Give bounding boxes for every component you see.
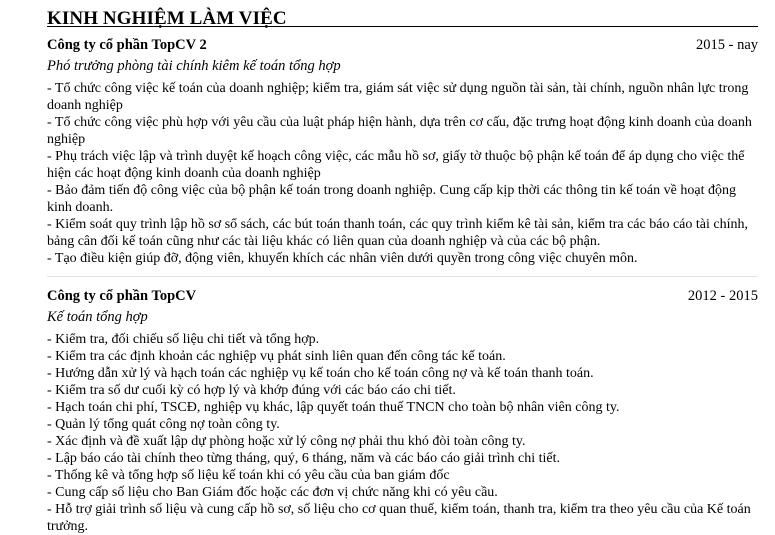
job-period: 2012 - 2015 bbox=[687, 288, 758, 304]
task-item: - Kiểm tra số dư cuối kỳ có hợp lý và khớp đúng với các báo cáo chi tiết. bbox=[47, 383, 456, 398]
task-item: - Bảo đảm tiến độ công việc của bộ phận kế toán trong doanh nghiệp. Cung cấp kịp thời các thông tin kế toán về hoạt động kinh doanh. bbox=[47, 183, 736, 215]
task-list bbox=[47, 80, 758, 267]
job-header bbox=[47, 287, 758, 305]
job-entry bbox=[47, 36, 758, 267]
task-item: - Kiểm soát quy trình lập hồ sơ sổ sách, các bút toán thanh toán, các quy trình kiểm kê tài sản, kiểm tra các báo cáo tài chính, bảng cân đối kế toán cũng như các tài liệu khác có liên quan của doanh nghiệp và của các bộ phận. bbox=[47, 217, 748, 249]
job-entry bbox=[47, 287, 758, 535]
task-item: - Tổ chức công việc phù hợp với yêu cầu của luật pháp hiện hành, dựa trên cơ cấu, đặc trưng hoạt động kinh doanh của doanh nghiệp bbox=[47, 115, 752, 147]
task-item: - Kiểm tra, đối chiếu số liệu chi tiết và tổng hợp. bbox=[47, 332, 320, 347]
task-item: - Tạo điều kiện giúp đỡ, động viên, khuyến khích các nhân viên dưới quyền trong công việc chuyên môn. bbox=[47, 251, 638, 266]
task-item: - Lập báo cáo tài chính theo từng tháng, quý, 6 tháng, năm và các báo cáo giải trình chi tiết. bbox=[47, 451, 560, 466]
task-item: - Thống kê và tổng hợp số liệu kế toán khi có yêu cầu của ban giám đốc bbox=[47, 468, 450, 483]
job-position: Phó trưởng phòng tài chính kiêm kế toán tổng hợp bbox=[47, 58, 341, 74]
task-item: - Phụ trách việc lập và trình duyệt kế hoạch công việc, các mẫu hồ sơ, giấy tờ thuộc bộ phận kế toán để áp dụng cho việc thể hiện các hoạt động kinh doanh của doanh nghiệp bbox=[47, 149, 745, 181]
task-item: - Quản lý tổng quát công nợ toàn công ty. bbox=[47, 417, 280, 432]
task-item: - Cung cấp số liệu cho Ban Giám đốc hoặc các đơn vị chức năng khi có yêu cầu. bbox=[47, 485, 498, 500]
task-item: - Kiểm tra các định khoản các nghiệp vụ phát sinh liên quan đến công tác kế toán. bbox=[47, 349, 506, 364]
section-title: KINH NGHIỆM LÀM VIỆC bbox=[47, 0, 758, 27]
task-item: - Tổ chức công việc kế toán của doanh nghiệp; kiểm tra, giám sát việc sử dụng nguồn tài sản, tài chính, nguồn nhân lực trong doanh nghiệp bbox=[47, 81, 749, 113]
job-divider bbox=[47, 276, 758, 277]
experience-section bbox=[47, 0, 758, 535]
task-item: - Xác định và đề xuất lập dự phòng hoặc xử lý công nợ phải thu khó đòi toàn công ty. bbox=[47, 434, 526, 449]
task-list bbox=[47, 331, 758, 535]
company-name: Công ty cổ phần TopCV 2 bbox=[47, 37, 207, 53]
task-item: - Hướng dẫn xử lý và hạch toán các nghiệp vụ kế toán cho kế toán công nợ và kế toán thanh toán. bbox=[47, 366, 594, 381]
job-period: 2015 - nay bbox=[695, 37, 758, 53]
job-position: Kế toán tổng hợp bbox=[47, 309, 148, 325]
task-item: - Hỗ trợ giải trình số liệu và cung cấp hồ sơ, số liệu cho cơ quan thuế, kiểm toán, thanh tra, kiểm tra theo yêu cầu của Kế toán trưởng. bbox=[47, 502, 751, 534]
task-item: - Hạch toán chi phí, TSCĐ, nghiệp vụ khác, lập quyết toán thuế TNCN cho toàn bộ nhân viên công ty. bbox=[47, 400, 620, 415]
company-name: Công ty cổ phần TopCV bbox=[47, 288, 197, 304]
job-header bbox=[47, 36, 758, 54]
